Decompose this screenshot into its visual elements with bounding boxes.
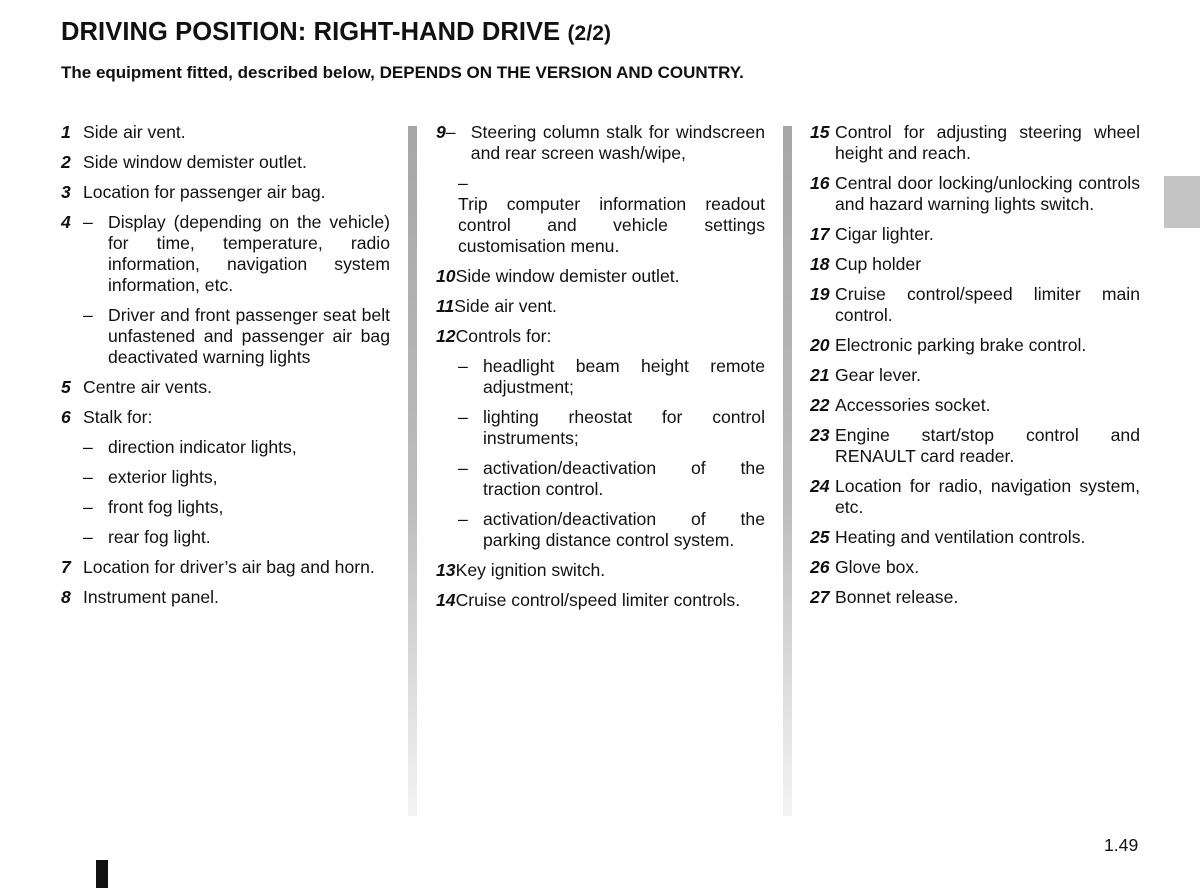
item-text: Location for passenger air bag. bbox=[83, 182, 326, 202]
item-number: 26 bbox=[810, 557, 830, 577]
item-text: direction indicator lights, bbox=[108, 437, 297, 457]
item-number: 1 bbox=[61, 122, 71, 142]
item-text: Engine start/stop control and RENAULT card reader. bbox=[835, 425, 1140, 466]
item-text: Stalk for: bbox=[83, 407, 153, 427]
list-item bbox=[61, 182, 390, 203]
item-number: 21 bbox=[810, 365, 830, 385]
sub-item bbox=[458, 407, 765, 449]
item-text: Accessories socket. bbox=[835, 395, 991, 415]
sub-item bbox=[458, 458, 765, 500]
list-item bbox=[436, 122, 765, 164]
item-text: activation/deactivation of the parking distance control system. bbox=[483, 509, 765, 550]
item-number: 16 bbox=[810, 173, 830, 193]
list-item bbox=[61, 152, 390, 173]
dash: – bbox=[83, 497, 93, 517]
item-text: lighting rheostat for control instruments; bbox=[483, 407, 765, 448]
list-item bbox=[436, 590, 765, 611]
item-text: Gear lever. bbox=[835, 365, 922, 385]
item-text: Cruise control/speed limiter controls. bbox=[455, 590, 741, 610]
item-number: 18 bbox=[810, 254, 830, 274]
item-number: 2 bbox=[61, 152, 71, 172]
list-item bbox=[810, 122, 1140, 164]
item-text: exterior lights, bbox=[108, 467, 218, 487]
item-number: 22 bbox=[810, 395, 830, 415]
dash: – bbox=[83, 527, 93, 547]
list-item bbox=[61, 122, 390, 143]
sub-item bbox=[458, 356, 765, 398]
item-text: Heating and ventilation controls. bbox=[835, 527, 1086, 547]
sub-item bbox=[83, 437, 390, 458]
list-item bbox=[810, 395, 1140, 416]
item-text: Controls for: bbox=[455, 326, 552, 346]
sub-item bbox=[458, 173, 765, 257]
item-number: 24 bbox=[810, 476, 830, 496]
dash: – bbox=[83, 437, 93, 457]
dash: – bbox=[83, 212, 93, 232]
list-item bbox=[61, 407, 390, 428]
item-number: 3 bbox=[61, 182, 71, 202]
list-item bbox=[810, 365, 1140, 386]
item-text: rear fog light. bbox=[108, 527, 211, 547]
section-tab bbox=[1164, 176, 1200, 228]
list-item bbox=[810, 587, 1140, 608]
item-text: Driver and front passenger seat belt unfastened and passenger air bag deactivated warning lights bbox=[108, 305, 390, 367]
list-item bbox=[810, 284, 1140, 326]
item-number: 5 bbox=[61, 377, 71, 397]
list-item bbox=[436, 560, 765, 581]
item-number: 20 bbox=[810, 335, 830, 355]
item-number: 27 bbox=[810, 587, 830, 607]
item-text: activation/deactivation of the traction control. bbox=[483, 458, 765, 499]
item-number: 10 bbox=[436, 266, 456, 286]
column-divider-right bbox=[783, 126, 792, 816]
item-text: Control for adjusting steering wheel height and reach. bbox=[835, 122, 1140, 163]
item-text: Trip computer information readout control and vehicle settings customisation menu. bbox=[458, 194, 765, 256]
dash: – bbox=[458, 356, 468, 376]
item-text: Cruise control/speed limiter main control. bbox=[835, 284, 1140, 325]
dash: – bbox=[83, 305, 93, 325]
sub-item bbox=[83, 467, 390, 488]
list-item bbox=[810, 254, 1140, 275]
list-item bbox=[810, 425, 1140, 467]
dash: – bbox=[458, 407, 468, 427]
item-text: Side air vent. bbox=[83, 122, 186, 142]
list-item bbox=[810, 476, 1140, 518]
list-item bbox=[810, 527, 1140, 548]
item-number: 6 bbox=[61, 407, 71, 427]
item-text: Cigar lighter. bbox=[835, 224, 934, 244]
column-divider-left bbox=[408, 126, 417, 816]
item-text: Glove box. bbox=[835, 557, 920, 577]
dash: – bbox=[458, 458, 468, 478]
item-number: 13 bbox=[436, 560, 456, 580]
item-text: Location for radio, navigation system, etc. bbox=[835, 476, 1140, 517]
item-number: 8 bbox=[61, 587, 71, 607]
list-item bbox=[61, 587, 390, 608]
title-main: DRIVING POSITION: RIGHT-HAND DRIVE bbox=[61, 18, 561, 46]
list-item bbox=[810, 335, 1140, 356]
item-text: Side window demister outlet. bbox=[455, 266, 680, 286]
sub-item bbox=[458, 509, 765, 551]
item-number: 25 bbox=[810, 527, 830, 547]
dash: – bbox=[458, 509, 468, 529]
item-number: 14 bbox=[436, 590, 456, 610]
dash: – bbox=[458, 173, 468, 193]
list-item bbox=[436, 296, 765, 317]
item-text: Cup holder bbox=[835, 254, 922, 274]
item-text: Steering column stalk for windscreen and rear screen wash/wipe, bbox=[470, 122, 765, 163]
item-text: Centre air vents. bbox=[83, 377, 213, 397]
item-number: 4 bbox=[61, 212, 71, 232]
item-text: Bonnet release. bbox=[835, 587, 959, 607]
title-page-indicator: (2/2) bbox=[567, 22, 612, 45]
item-text: headlight beam height remote adjustment; bbox=[483, 356, 765, 397]
list-item bbox=[436, 326, 765, 347]
list-item bbox=[61, 212, 390, 296]
column-1 bbox=[61, 122, 390, 617]
sub-item bbox=[83, 497, 390, 518]
list-item bbox=[61, 377, 390, 398]
crop-mark bbox=[96, 860, 108, 888]
list-item bbox=[61, 557, 390, 578]
item-text: Location for driver’s air bag and horn. bbox=[83, 557, 375, 577]
list-item bbox=[810, 224, 1140, 245]
dash: – bbox=[83, 467, 93, 487]
item-number: 11 bbox=[436, 296, 455, 316]
dash: – bbox=[445, 122, 456, 142]
item-number: 17 bbox=[810, 224, 830, 244]
item-text: front fog lights, bbox=[108, 497, 224, 517]
item-number: 7 bbox=[61, 557, 71, 577]
list-item bbox=[810, 173, 1140, 215]
item-text: Side window demister outlet. bbox=[83, 152, 307, 172]
item-number: 15 bbox=[810, 122, 830, 142]
item-text: Instrument panel. bbox=[83, 587, 219, 607]
list-item bbox=[436, 266, 765, 287]
page-title bbox=[61, 18, 611, 47]
item-number: 12 bbox=[436, 326, 456, 346]
column-3 bbox=[810, 122, 1140, 617]
item-text: Electronic parking brake control. bbox=[835, 335, 1087, 355]
item-text: Key ignition switch. bbox=[455, 560, 606, 580]
item-text: Central door locking/unlocking controls and hazard warning lights switch. bbox=[835, 173, 1140, 214]
item-number: 19 bbox=[810, 284, 830, 304]
page-subtitle: The equipment fitted, described below, DEPENDS ON THE VERSION AND COUNTRY. bbox=[61, 63, 744, 82]
item-text: Display (depending on the vehicle) for time, temperature, radio information, navigation system information, etc. bbox=[108, 212, 390, 295]
item-text: Side air vent. bbox=[454, 296, 557, 316]
item-number: 9 bbox=[436, 122, 446, 142]
list-item bbox=[810, 557, 1140, 578]
sub-item bbox=[83, 527, 390, 548]
sub-item bbox=[83, 305, 390, 368]
item-number: 23 bbox=[810, 425, 830, 445]
column-2 bbox=[436, 122, 765, 620]
page-number: 1.49 bbox=[1104, 835, 1139, 855]
